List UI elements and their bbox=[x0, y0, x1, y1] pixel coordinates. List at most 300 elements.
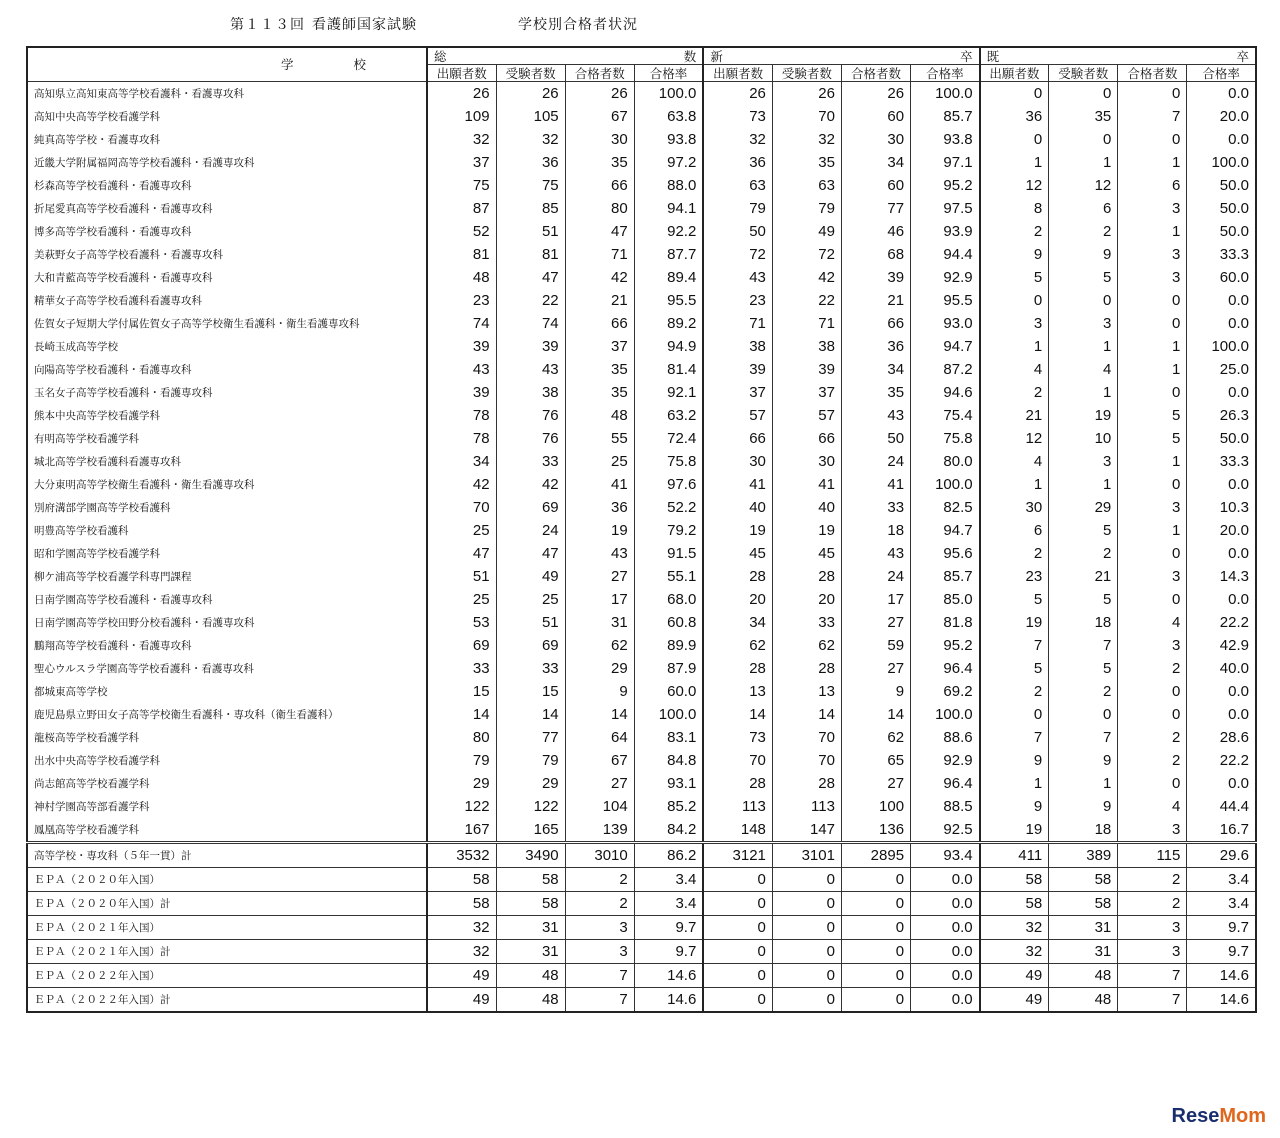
value-cell: 52 bbox=[427, 220, 496, 243]
school-name: 聖心ウルスラ学園高等学校看護科・看護専攻科 bbox=[27, 657, 427, 680]
school-name: 龍桜高等学校看護学科 bbox=[27, 726, 427, 749]
value-cell: 0.0 bbox=[1187, 588, 1256, 611]
value-cell: 71 bbox=[565, 243, 634, 266]
value-cell: 8 bbox=[980, 197, 1049, 220]
value-cell: 122 bbox=[496, 795, 565, 818]
value-cell: 51 bbox=[496, 220, 565, 243]
value-cell: 66 bbox=[841, 312, 910, 335]
value-cell: 0 bbox=[1118, 381, 1187, 404]
school-name: 明豊高等学校看護科 bbox=[27, 519, 427, 542]
value-cell: 41 bbox=[703, 473, 772, 496]
group-b: 数 bbox=[683, 48, 697, 64]
value-cell: 0 bbox=[980, 703, 1049, 726]
value-cell: 37 bbox=[703, 381, 772, 404]
column-header: 合格率 bbox=[1187, 65, 1256, 82]
value-cell: 38 bbox=[703, 335, 772, 358]
results-table bbox=[26, 46, 1257, 1013]
value-cell: 9 bbox=[565, 680, 634, 703]
value-cell: 14.6 bbox=[1187, 964, 1256, 988]
value-cell: 36 bbox=[841, 335, 910, 358]
value-cell: 14 bbox=[565, 703, 634, 726]
value-cell: 2 bbox=[565, 892, 634, 916]
value-cell: 57 bbox=[772, 404, 841, 427]
table-row bbox=[27, 174, 1256, 197]
value-cell: 18 bbox=[1049, 611, 1118, 634]
value-cell: 49 bbox=[772, 220, 841, 243]
value-cell: 31 bbox=[1049, 940, 1118, 964]
value-cell: 22 bbox=[496, 289, 565, 312]
value-cell: 95.2 bbox=[911, 174, 980, 197]
value-cell: 45 bbox=[703, 542, 772, 565]
value-cell: 79.2 bbox=[634, 519, 703, 542]
value-cell: 9.7 bbox=[634, 916, 703, 940]
value-cell: 1 bbox=[980, 473, 1049, 496]
value-cell: 40 bbox=[772, 496, 841, 519]
value-cell: 48 bbox=[496, 988, 565, 1013]
value-cell: 49 bbox=[496, 565, 565, 588]
value-cell: 9.7 bbox=[1187, 940, 1256, 964]
value-cell: 66 bbox=[565, 174, 634, 197]
value-cell: 27 bbox=[841, 657, 910, 680]
value-cell: 3 bbox=[1118, 565, 1187, 588]
value-cell: 47 bbox=[496, 266, 565, 289]
value-cell: 92.2 bbox=[634, 220, 703, 243]
group-total-header bbox=[427, 47, 703, 65]
value-cell: 77 bbox=[496, 726, 565, 749]
school-name: 向陽高等学校看護科・看護専攻科 bbox=[27, 358, 427, 381]
value-cell: 0 bbox=[772, 988, 841, 1013]
school-name: 高知県立高知東高等学校看護科・看護専攻科 bbox=[27, 82, 427, 106]
school-header bbox=[27, 47, 427, 82]
value-cell: 9 bbox=[1049, 795, 1118, 818]
column-header: 出願者数 bbox=[703, 65, 772, 82]
value-cell: 28 bbox=[703, 565, 772, 588]
value-cell: 30 bbox=[565, 128, 634, 151]
value-cell: 17 bbox=[841, 588, 910, 611]
value-cell: 75.4 bbox=[911, 404, 980, 427]
value-cell: 36 bbox=[496, 151, 565, 174]
value-cell: 26 bbox=[427, 82, 496, 106]
value-cell: 3 bbox=[565, 940, 634, 964]
value-cell: 7 bbox=[1118, 964, 1187, 988]
value-cell: 68.0 bbox=[634, 588, 703, 611]
value-cell: 58 bbox=[427, 868, 496, 892]
value-cell: 1 bbox=[1118, 220, 1187, 243]
value-cell: 93.0 bbox=[911, 312, 980, 335]
value-cell: 79 bbox=[427, 749, 496, 772]
value-cell: 49 bbox=[980, 988, 1049, 1013]
value-cell: 0.0 bbox=[1187, 473, 1256, 496]
value-cell: 115 bbox=[1118, 843, 1187, 868]
value-cell: 95.5 bbox=[634, 289, 703, 312]
table-row bbox=[27, 450, 1256, 473]
value-cell: 21 bbox=[1049, 565, 1118, 588]
value-cell: 0 bbox=[841, 916, 910, 940]
value-cell: 19 bbox=[703, 519, 772, 542]
table-row bbox=[27, 358, 1256, 381]
value-cell: 2 bbox=[1118, 726, 1187, 749]
resemom-logo bbox=[1172, 1105, 1266, 1128]
value-cell: 12 bbox=[1049, 174, 1118, 197]
value-cell: 139 bbox=[565, 818, 634, 843]
value-cell: 35 bbox=[565, 381, 634, 404]
value-cell: 97.6 bbox=[634, 473, 703, 496]
value-cell: 58 bbox=[980, 868, 1049, 892]
school-name: 大和青藍高等学校看護科・看護専攻科 bbox=[27, 266, 427, 289]
value-cell: 60.0 bbox=[1187, 266, 1256, 289]
value-cell: 29.6 bbox=[1187, 843, 1256, 868]
value-cell: 2895 bbox=[841, 843, 910, 868]
value-cell: 2 bbox=[1118, 749, 1187, 772]
value-cell: 0 bbox=[1118, 680, 1187, 703]
table-row bbox=[27, 427, 1256, 450]
school-name: 日南学園高等学校看護科・看護専攻科 bbox=[27, 588, 427, 611]
value-cell: 25.0 bbox=[1187, 358, 1256, 381]
value-cell: 50.0 bbox=[1187, 174, 1256, 197]
value-cell: 0 bbox=[1118, 588, 1187, 611]
value-cell: 55 bbox=[565, 427, 634, 450]
value-cell: 43 bbox=[841, 542, 910, 565]
value-cell: 2 bbox=[1118, 892, 1187, 916]
group-new-header bbox=[703, 47, 979, 65]
value-cell: 2 bbox=[980, 542, 1049, 565]
value-cell: 60 bbox=[841, 174, 910, 197]
value-cell: 6 bbox=[980, 519, 1049, 542]
value-cell: 2 bbox=[1118, 868, 1187, 892]
value-cell: 7 bbox=[1049, 634, 1118, 657]
value-cell: 33 bbox=[496, 657, 565, 680]
value-cell: 71 bbox=[703, 312, 772, 335]
value-cell: 84.8 bbox=[634, 749, 703, 772]
value-cell: 96.4 bbox=[911, 657, 980, 680]
value-cell: 89.9 bbox=[634, 634, 703, 657]
value-cell: 41 bbox=[841, 473, 910, 496]
value-cell: 92.1 bbox=[634, 381, 703, 404]
value-cell: 9 bbox=[980, 243, 1049, 266]
value-cell: 2 bbox=[1118, 657, 1187, 680]
school-name: 玉名女子高等学校看護科・看護専攻科 bbox=[27, 381, 427, 404]
value-cell: 48 bbox=[565, 404, 634, 427]
value-cell: 51 bbox=[496, 611, 565, 634]
value-cell: 3.4 bbox=[1187, 868, 1256, 892]
value-cell: 39 bbox=[427, 335, 496, 358]
value-cell: 100 bbox=[841, 795, 910, 818]
value-cell: 16.7 bbox=[1187, 818, 1256, 843]
value-cell: 9 bbox=[980, 749, 1049, 772]
value-cell: 30 bbox=[841, 128, 910, 151]
school-name: ＥＰＡ（２０２０年入国）計 bbox=[27, 892, 427, 916]
value-cell: 34 bbox=[841, 151, 910, 174]
value-cell: 1 bbox=[1049, 772, 1118, 795]
value-cell: 100.0 bbox=[634, 703, 703, 726]
value-cell: 20 bbox=[772, 588, 841, 611]
value-cell: 14.6 bbox=[634, 964, 703, 988]
value-cell: 3.4 bbox=[634, 868, 703, 892]
value-cell: 25 bbox=[427, 519, 496, 542]
value-cell: 60.0 bbox=[634, 680, 703, 703]
value-cell: 31 bbox=[496, 940, 565, 964]
value-cell: 58 bbox=[1049, 868, 1118, 892]
value-cell: 0 bbox=[703, 916, 772, 940]
value-cell: 26 bbox=[565, 82, 634, 106]
value-cell: 10 bbox=[1049, 427, 1118, 450]
value-cell: 91.5 bbox=[634, 542, 703, 565]
value-cell: 113 bbox=[772, 795, 841, 818]
value-cell: 14.3 bbox=[1187, 565, 1256, 588]
value-cell: 28 bbox=[772, 565, 841, 588]
value-cell: 39 bbox=[772, 358, 841, 381]
value-cell: 165 bbox=[496, 818, 565, 843]
table-row bbox=[27, 657, 1256, 680]
value-cell: 0 bbox=[1118, 772, 1187, 795]
value-cell: 0.0 bbox=[1187, 289, 1256, 312]
value-cell: 42 bbox=[772, 266, 841, 289]
value-cell: 55.1 bbox=[634, 565, 703, 588]
value-cell: 45 bbox=[772, 542, 841, 565]
value-cell: 14.6 bbox=[634, 988, 703, 1013]
value-cell: 84.2 bbox=[634, 818, 703, 843]
value-cell: 0 bbox=[772, 940, 841, 964]
value-cell: 35 bbox=[1049, 105, 1118, 128]
value-cell: 29 bbox=[565, 657, 634, 680]
value-cell: 70 bbox=[772, 726, 841, 749]
value-cell: 18 bbox=[841, 519, 910, 542]
value-cell: 10.3 bbox=[1187, 496, 1256, 519]
value-cell: 44.4 bbox=[1187, 795, 1256, 818]
value-cell: 24 bbox=[841, 565, 910, 588]
value-cell: 19 bbox=[980, 611, 1049, 634]
table-row bbox=[27, 128, 1256, 151]
value-cell: 3 bbox=[1049, 312, 1118, 335]
value-cell: 32 bbox=[980, 940, 1049, 964]
value-cell: 93.8 bbox=[634, 128, 703, 151]
value-cell: 7 bbox=[1118, 105, 1187, 128]
value-cell: 89.2 bbox=[634, 312, 703, 335]
value-cell: 100.0 bbox=[911, 82, 980, 106]
value-cell: 32 bbox=[980, 916, 1049, 940]
value-cell: 23 bbox=[980, 565, 1049, 588]
value-cell: 83.1 bbox=[634, 726, 703, 749]
value-cell: 0 bbox=[703, 964, 772, 988]
value-cell: 85.0 bbox=[911, 588, 980, 611]
value-cell: 58 bbox=[1049, 892, 1118, 916]
value-cell: 9 bbox=[1049, 749, 1118, 772]
value-cell: 36 bbox=[565, 496, 634, 519]
value-cell: 65 bbox=[841, 749, 910, 772]
school-name: 高等学校・専攻科（５年一貫）計 bbox=[27, 843, 427, 868]
school-name: 折尾愛真高等学校看護科・看護専攻科 bbox=[27, 197, 427, 220]
value-cell: 32 bbox=[496, 128, 565, 151]
value-cell: 43 bbox=[496, 358, 565, 381]
value-cell: 74 bbox=[496, 312, 565, 335]
value-cell: 3 bbox=[565, 916, 634, 940]
table-row bbox=[27, 588, 1256, 611]
value-cell: 0.0 bbox=[1187, 381, 1256, 404]
value-cell: 35 bbox=[772, 151, 841, 174]
value-cell: 2 bbox=[980, 381, 1049, 404]
value-cell: 43 bbox=[565, 542, 634, 565]
value-cell: 81 bbox=[496, 243, 565, 266]
school-header-a: 学 bbox=[280, 57, 294, 72]
school-name: 精華女子高等学校看護科看護専攻科 bbox=[27, 289, 427, 312]
value-cell: 37 bbox=[427, 151, 496, 174]
table-row bbox=[27, 381, 1256, 404]
value-cell: 17 bbox=[565, 588, 634, 611]
value-cell: 63.2 bbox=[634, 404, 703, 427]
value-cell: 42 bbox=[496, 473, 565, 496]
value-cell: 35 bbox=[565, 151, 634, 174]
value-cell: 97.2 bbox=[634, 151, 703, 174]
value-cell: 29 bbox=[496, 772, 565, 795]
value-cell: 79 bbox=[496, 749, 565, 772]
value-cell: 1 bbox=[1118, 151, 1187, 174]
value-cell: 0 bbox=[1118, 473, 1187, 496]
school-name: 佐賀女子短期大学付属佐賀女子高等学校衛生看護科・衛生看護専攻科 bbox=[27, 312, 427, 335]
value-cell: 93.8 bbox=[911, 128, 980, 151]
value-cell: 0 bbox=[1049, 128, 1118, 151]
column-header: 受験者数 bbox=[496, 65, 565, 82]
value-cell: 50.0 bbox=[1187, 427, 1256, 450]
value-cell: 7 bbox=[1049, 726, 1118, 749]
value-cell: 42 bbox=[427, 473, 496, 496]
value-cell: 63.8 bbox=[634, 105, 703, 128]
value-cell: 53 bbox=[427, 611, 496, 634]
value-cell: 0 bbox=[1118, 82, 1187, 106]
value-cell: 3101 bbox=[772, 843, 841, 868]
value-cell: 0 bbox=[1118, 312, 1187, 335]
column-header: 合格者数 bbox=[1118, 65, 1187, 82]
value-cell: 5 bbox=[1118, 404, 1187, 427]
value-cell: 74 bbox=[427, 312, 496, 335]
value-cell: 67 bbox=[565, 749, 634, 772]
value-cell: 31 bbox=[565, 611, 634, 634]
school-name: 有明高等学校看護学科 bbox=[27, 427, 427, 450]
value-cell: 78 bbox=[427, 427, 496, 450]
value-cell: 28 bbox=[772, 772, 841, 795]
logo-part-a: Rese bbox=[1171, 1105, 1220, 1127]
value-cell: 85 bbox=[496, 197, 565, 220]
value-cell: 3532 bbox=[427, 843, 496, 868]
table-row bbox=[27, 404, 1256, 427]
value-cell: 0 bbox=[1049, 289, 1118, 312]
value-cell: 147 bbox=[772, 818, 841, 843]
value-cell: 43 bbox=[703, 266, 772, 289]
value-cell: 7 bbox=[565, 964, 634, 988]
school-name: 熊本中央高等学校看護学科 bbox=[27, 404, 427, 427]
column-header: 合格者数 bbox=[565, 65, 634, 82]
value-cell: 64 bbox=[565, 726, 634, 749]
value-cell: 0 bbox=[703, 988, 772, 1013]
value-cell: 32 bbox=[703, 128, 772, 151]
value-cell: 70 bbox=[427, 496, 496, 519]
value-cell: 0.0 bbox=[1187, 772, 1256, 795]
value-cell: 3 bbox=[1118, 243, 1187, 266]
value-cell: 76 bbox=[496, 427, 565, 450]
school-name: 日南学園高等学校田野分校看護科・看護専攻科 bbox=[27, 611, 427, 634]
value-cell: 2 bbox=[980, 220, 1049, 243]
value-cell: 25 bbox=[427, 588, 496, 611]
value-cell: 7 bbox=[565, 988, 634, 1013]
value-cell: 1 bbox=[1049, 335, 1118, 358]
value-cell: 80 bbox=[565, 197, 634, 220]
value-cell: 4 bbox=[980, 450, 1049, 473]
value-cell: 57 bbox=[703, 404, 772, 427]
value-cell: 0 bbox=[1049, 703, 1118, 726]
value-cell: 33.3 bbox=[1187, 243, 1256, 266]
value-cell: 1 bbox=[1118, 450, 1187, 473]
value-cell: 89.4 bbox=[634, 266, 703, 289]
column-header: 受験者数 bbox=[1049, 65, 1118, 82]
value-cell: 96.4 bbox=[911, 772, 980, 795]
value-cell: 66 bbox=[565, 312, 634, 335]
value-cell: 48 bbox=[427, 266, 496, 289]
table-row bbox=[27, 964, 1256, 988]
value-cell: 5 bbox=[980, 588, 1049, 611]
value-cell: 22.2 bbox=[1187, 611, 1256, 634]
value-cell: 36 bbox=[703, 151, 772, 174]
value-cell: 93.9 bbox=[911, 220, 980, 243]
value-cell: 1 bbox=[980, 151, 1049, 174]
value-cell: 58 bbox=[496, 868, 565, 892]
value-cell: 75.8 bbox=[911, 427, 980, 450]
value-cell: 59 bbox=[841, 634, 910, 657]
school-header-b: 校 bbox=[353, 57, 366, 72]
table-row bbox=[27, 519, 1256, 542]
value-cell: 40.0 bbox=[1187, 657, 1256, 680]
value-cell: 3 bbox=[1118, 496, 1187, 519]
table-row bbox=[27, 772, 1256, 795]
table-row bbox=[27, 940, 1256, 964]
value-cell: 7 bbox=[980, 726, 1049, 749]
value-cell: 29 bbox=[427, 772, 496, 795]
value-cell: 94.4 bbox=[911, 243, 980, 266]
value-cell: 73 bbox=[703, 726, 772, 749]
group-b: 卒 bbox=[1236, 48, 1249, 64]
value-cell: 9.7 bbox=[634, 940, 703, 964]
value-cell: 14 bbox=[496, 703, 565, 726]
value-cell: 32 bbox=[427, 916, 496, 940]
value-cell: 73 bbox=[703, 105, 772, 128]
value-cell: 95.5 bbox=[911, 289, 980, 312]
value-cell: 60 bbox=[841, 105, 910, 128]
column-header: 出願者数 bbox=[980, 65, 1049, 82]
value-cell: 21 bbox=[565, 289, 634, 312]
value-cell: 2 bbox=[980, 680, 1049, 703]
school-name: 城北高等学校看護科看護専攻科 bbox=[27, 450, 427, 473]
table-row bbox=[27, 634, 1256, 657]
school-name: 純真高等学校・看護専攻科 bbox=[27, 128, 427, 151]
table-row bbox=[27, 335, 1256, 358]
value-cell: 3 bbox=[1118, 266, 1187, 289]
value-cell: 24 bbox=[496, 519, 565, 542]
value-cell: 51 bbox=[427, 565, 496, 588]
value-cell: 100.0 bbox=[1187, 151, 1256, 174]
value-cell: 58 bbox=[980, 892, 1049, 916]
school-name: 尚志館高等学校看護学科 bbox=[27, 772, 427, 795]
value-cell: 58 bbox=[427, 892, 496, 916]
value-cell: 69.2 bbox=[911, 680, 980, 703]
value-cell: 0 bbox=[772, 892, 841, 916]
value-cell: 48 bbox=[496, 964, 565, 988]
value-cell: 12 bbox=[980, 174, 1049, 197]
value-cell: 0 bbox=[772, 916, 841, 940]
value-cell: 2 bbox=[1049, 220, 1118, 243]
group-a: 既 bbox=[986, 48, 1000, 64]
value-cell: 88.5 bbox=[911, 795, 980, 818]
value-cell: 36 bbox=[980, 105, 1049, 128]
value-cell: 29 bbox=[1049, 496, 1118, 519]
value-cell: 24 bbox=[841, 450, 910, 473]
